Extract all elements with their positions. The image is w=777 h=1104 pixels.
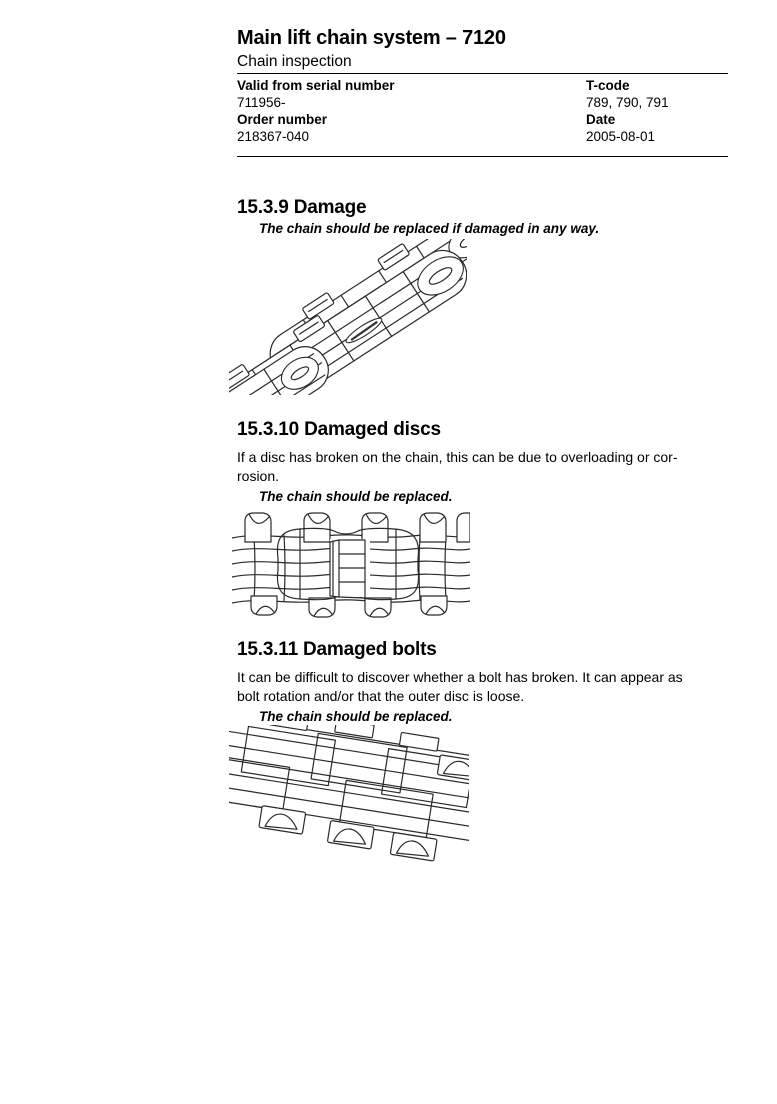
section-note-damaged-bolts: The chain should be replaced. — [259, 709, 453, 724]
body-line: bolt rotation and/or that the outer disc is loose. — [237, 688, 525, 704]
outer-plate-tabs — [269, 725, 439, 751]
meta-column-right — [586, 77, 669, 145]
meta-label-tcode: T-code — [586, 78, 630, 93]
body-line: If a disc has broken on the chain, this can be due to overloading or cor- — [237, 449, 678, 465]
meta-value-serial: 711956- — [237, 95, 286, 110]
section-heading-damaged-bolts: 15.3.11 Damaged bolts — [237, 639, 437, 660]
page-title: Main lift chain system – 7120 — [237, 27, 506, 49]
section-body-damaged-discs — [237, 448, 737, 486]
figure-chain-damage — [229, 239, 467, 395]
section-heading-damage: 15.3.9 Damage — [237, 197, 367, 218]
section-note-damaged-discs: The chain should be replaced. — [259, 489, 453, 504]
meta-label-order-number: Order number — [237, 112, 328, 127]
body-line: It can be difficult to discover whether a bolt has broken. It can appear as — [237, 669, 683, 685]
meta-label-date: Date — [586, 112, 616, 127]
meta-value-tcode: 789, 790, 791 — [586, 95, 669, 110]
page-subtitle: Chain inspection — [237, 53, 352, 70]
meta-label-serial: Valid from serial number — [237, 78, 395, 93]
figure-broken-disc — [232, 506, 470, 620]
meta-value-date: 2005-08-01 — [586, 129, 656, 144]
header-divider-top — [237, 73, 728, 74]
figure-damaged-bolts — [229, 725, 469, 867]
section-note-damage: The chain should be replaced if damaged in any way. — [259, 221, 600, 236]
bolt-ends-bottom — [258, 806, 438, 862]
header-divider-bottom — [237, 156, 728, 157]
meta-column-left — [237, 77, 395, 145]
meta-value-order-number: 218367-040 — [237, 129, 310, 144]
chain-pins-bottom — [251, 596, 447, 617]
broken-disc-gap — [330, 539, 370, 598]
section-heading-damaged-discs: 15.3.10 Damaged discs — [237, 419, 441, 440]
body-line: rosion. — [237, 468, 280, 484]
bolt-end-top-right — [437, 755, 469, 781]
section-body-damaged-bolts — [237, 668, 737, 706]
chain-pins-top — [245, 513, 470, 542]
